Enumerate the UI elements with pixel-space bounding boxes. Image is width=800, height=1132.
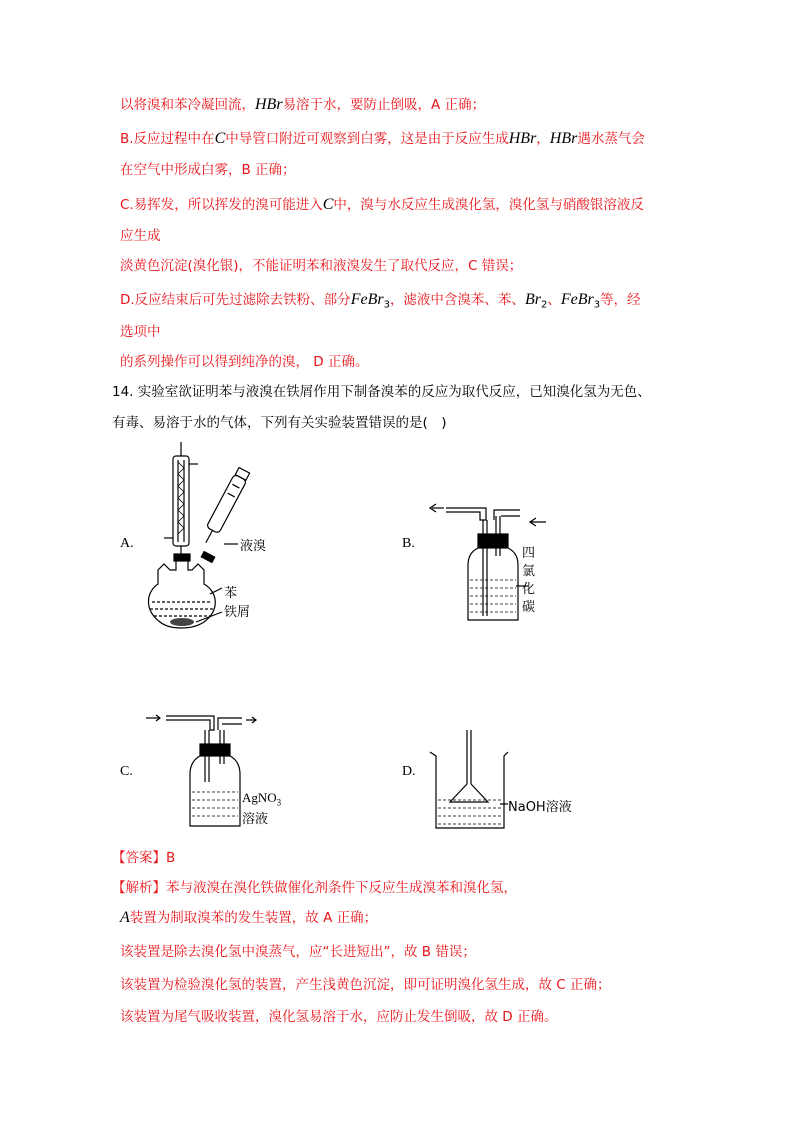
text-segment: B.反应过程中在 <box>120 131 215 147</box>
label-iron-filings: 铁屑 <box>224 605 251 620</box>
label-char: 四 <box>522 546 536 561</box>
analysis-line-4: 该装置为检验溴化氢的装置，产生浅黄色沉淀，即可证明溴化氢生成，故 C 正确； <box>120 977 611 993</box>
text-segment: 遇水蒸气会 <box>577 131 645 147</box>
question-line-2: 有毒、易溶于水的气体，下列有关实验装置错误的是( ) <box>112 415 447 431</box>
text-segment: C.易挥发，所以挥发的溴可能进入 <box>120 197 323 213</box>
option-b-label: B. <box>402 536 415 551</box>
symbol-c: C <box>214 130 226 147</box>
analysis-line-1 <box>112 878 517 898</box>
option-c-label: C. <box>120 764 133 779</box>
analysis-line-5: 该装置为尾气吸收装置，溴化氢易溶于水，应防止发生倒吸，故 D 正确。 <box>120 1009 558 1025</box>
analysis-label: 【解析】 <box>112 880 166 896</box>
formula-hbr: HBr <box>255 96 283 113</box>
explanation-line-6: 淡黄色沉淀(溴化银)，不能证明苯和液溴发生了取代反应，C 错误； <box>120 258 523 274</box>
text-segment: 中，溴与水反应生成溴化氢，溴化氢与硝酸银溶液反 <box>333 197 644 213</box>
label-liquid-bromine: 液溴 <box>240 539 267 554</box>
analysis-line-3: 该装置是除去溴化氢中溴蒸气，应“长进短出”，故 B 错误； <box>120 944 476 960</box>
question-line-1: 14. 实验室欲证明苯与液溴在铁屑作用下制备溴苯的反应为取代反应，已知溴化氢为无色、 <box>112 384 651 400</box>
explanation-line-1 <box>120 95 485 115</box>
analysis-line-2 <box>120 908 377 928</box>
answer-label: 【答案】B <box>112 850 176 866</box>
formula-febr3: FeBr <box>350 291 384 308</box>
option-a-label: A. <box>120 536 134 551</box>
explanation-line-8: 选项中 <box>120 324 161 340</box>
subscript: 3 <box>276 797 282 808</box>
text-segment: 中导管口附近可观察到白雾，这是由于反应生成 <box>225 131 509 147</box>
text-segment: 易溶于水，要防止倒吸，A 正确； <box>282 97 486 113</box>
option-d-label: D. <box>402 764 416 779</box>
label-naoh-solution: NaOH溶液 <box>508 800 572 815</box>
symbol-c: C <box>322 196 334 213</box>
label-solution: 溶液 <box>242 812 269 827</box>
explanation-line-4 <box>120 195 644 215</box>
label-char: 氯 <box>522 564 536 579</box>
label-agno3 <box>242 790 281 808</box>
text-segment: 、 <box>547 292 561 308</box>
explanation-line-3: 在空气中形成白雾，B 正确； <box>120 162 296 178</box>
apparatus-a-diagram <box>140 442 300 642</box>
formula-febr3: FeBr <box>560 291 594 308</box>
formula-hbr: HBr <box>508 130 537 147</box>
text-segment: 等，经 <box>600 292 641 308</box>
label-ccl4 <box>522 545 538 617</box>
explanation-line-2 <box>120 129 645 149</box>
text-segment: ，滤液中含溴苯、苯、 <box>389 292 525 308</box>
symbol-a: A <box>120 909 130 926</box>
apparatus-d-diagram <box>428 730 528 830</box>
subscript: 3 <box>593 299 601 311</box>
label-text: AgNO <box>242 790 277 805</box>
subscript: 2 <box>540 299 548 311</box>
formula-br2: Br <box>524 291 541 308</box>
text-segment: 装置为制取溴苯的发生装置，故 A 正确； <box>129 910 378 926</box>
label-char: 化 <box>522 582 536 597</box>
text-segment: 以将溴和苯冷凝回流， <box>120 97 255 113</box>
explanation-line-9: 的系列操作可以得到纯净的溴， D 正确。 <box>120 354 369 370</box>
text-segment: D.反应结束后可先过滤除去铁粉、部分 <box>120 292 351 308</box>
label-benzene: 苯 <box>224 586 238 601</box>
explanation-line-7 <box>120 290 641 316</box>
label-char: 碳 <box>522 600 536 615</box>
subscript: 3 <box>383 299 390 311</box>
explanation-line-5: 应生成 <box>120 228 161 244</box>
text-segment: 苯与液溴在溴化铁做催化剂条件下反应生成溴苯和溴化氢， <box>166 880 517 896</box>
apparatus-b-diagram <box>426 500 566 630</box>
formula-hbr: HBr <box>549 130 578 147</box>
text-segment: ， <box>536 131 550 147</box>
